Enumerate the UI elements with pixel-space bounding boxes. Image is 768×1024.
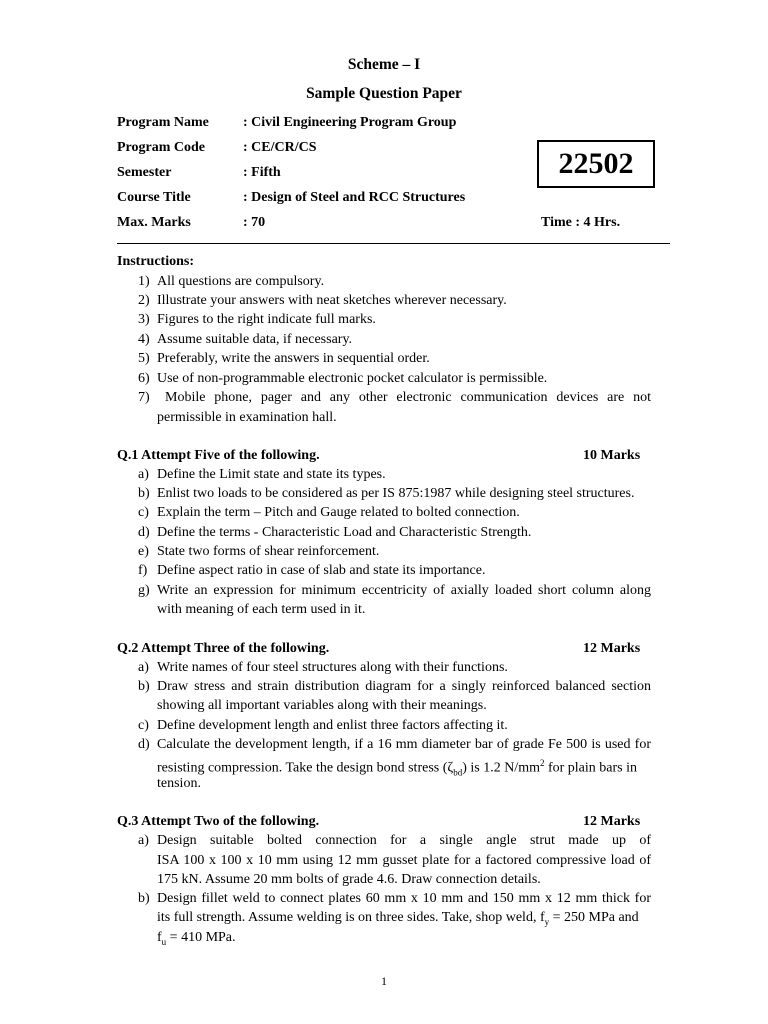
q2-title: Q.2 Attempt Three of the following. <box>117 641 330 656</box>
instruction-number: 1) <box>138 274 150 289</box>
question-text: Enlist two loads to be considered as per IS 875:1987 while designing steel structures. <box>157 486 635 501</box>
scheme-heading: Scheme – I <box>347 56 421 73</box>
question-text-cont: $f_u = 410$ MPa. <box>157 930 236 947</box>
question-label: b) <box>138 679 150 694</box>
semester-value: : Fifth <box>243 165 281 180</box>
program-code-label: Program Code <box>117 140 205 155</box>
question-label: d) <box>138 737 150 752</box>
semester-label: Semester <box>117 165 172 180</box>
question-text-cont: resisting compression. Take the design bond stress $(\zeta_{bd})$ is 1.2 $N/mm^2$ for plain bars in <box>157 758 637 778</box>
question-text: Define the Limit state and state its types. <box>157 467 386 482</box>
time-duration: Time : 4 Hrs. <box>541 215 621 230</box>
instruction-text: Figures to the right indicate full marks. <box>157 312 376 327</box>
question-text: Explain the term – Pitch and Gauge related to bolted connection. <box>157 505 520 520</box>
instruction-number: 6) <box>138 371 150 386</box>
instruction-number: 2) <box>138 293 150 308</box>
q1-marks: 10 Marks <box>583 448 641 463</box>
q2-marks: 12 Marks <box>583 641 641 656</box>
question-label: c) <box>138 718 149 733</box>
question-text: Design suitable bolted connection for a single angle strut made up of <box>157 833 651 848</box>
q3-marks: 12 Marks <box>583 814 641 829</box>
question-text-cont: 175 kN. Assume 20 mm bolts of grade 4.6. Draw connection details. <box>157 872 541 887</box>
question-text: Write names of four steel structures along with their functions. <box>157 660 508 675</box>
question-text: Define the terms - Characteristic Load and Characteristic Strength. <box>157 525 532 540</box>
instruction-text: Preferably, write the answers in sequential order. <box>157 351 430 366</box>
question-label: a) <box>138 660 149 675</box>
instruction-text: Illustrate your answers with neat sketches wherever necessary. <box>157 293 507 308</box>
instructions-heading: Instructions: <box>117 254 195 269</box>
question-label: a) <box>138 833 149 848</box>
q3-title: Q.3 Attempt Two of the following. <box>117 814 320 829</box>
q1-title: Q.1 Attempt Five of the following. <box>117 448 320 463</box>
course-code-box: 22502 <box>537 140 655 188</box>
instruction-text: All questions are compulsory. <box>157 274 325 289</box>
question-label: d) <box>138 525 150 540</box>
page-number: 1 <box>381 974 387 988</box>
question-text: Design fillet weld to connect plates 60 mm x 10 mm and 150 mm x 12 mm thick for <box>157 891 651 906</box>
program-name-value: : Civil Engineering Program Group <box>243 115 457 130</box>
instruction-text: Use of non-programmable electronic pocket calculator is permissible. <box>157 371 548 386</box>
question-label: e) <box>138 544 149 559</box>
question-text: Define aspect ratio in case of slab and state its importance. <box>157 563 486 578</box>
question-text-cont: ISA 100 x 100 x 10 mm using 12 mm gusset plate for a factored compressive load of <box>157 853 651 868</box>
question-text: Calculate the development length, if a 16 mm diameter bar of grade Fe 500 is used for <box>157 737 651 752</box>
program-code-value: : CE/CR/CS <box>243 140 317 155</box>
instruction-number: 7) <box>138 390 150 405</box>
max-marks-label: Max. Marks <box>117 215 191 230</box>
instruction-text: Mobile phone, pager and any other electronic communication devices are not <box>165 390 651 405</box>
question-label: g) <box>138 583 150 598</box>
paper-title: Sample Question Paper <box>306 85 462 102</box>
question-text-cont: tension. <box>157 776 201 791</box>
question-label: a) <box>138 467 149 482</box>
question-text-cont: with meaning of each term used in it. <box>157 602 366 617</box>
question-label: c) <box>138 505 149 520</box>
instruction-text: Assume suitable data, if necessary. <box>157 332 353 347</box>
question-label: f) <box>138 563 148 578</box>
question-text-cont: its full strength. Assume welding is on three sides. Take, shop weld, $f_y = 250$ MPa and <box>157 910 639 927</box>
course-title-label: Course Title <box>117 190 191 205</box>
program-name-label: Program Name <box>117 115 209 130</box>
question-text: Draw stress and strain distribution diagram for a singly reinforced balanced section <box>157 679 651 694</box>
question-label: b) <box>138 486 150 501</box>
question-label: b) <box>138 891 150 906</box>
header-divider <box>117 243 670 244</box>
instruction-number: 5) <box>138 351 150 366</box>
max-marks-value: : 70 <box>243 215 266 230</box>
instruction-number: 4) <box>138 332 150 347</box>
question-text-cont: showing all important variables along with their meanings. <box>157 698 487 713</box>
question-text: Define development length and enlist three factors affecting it. <box>157 718 508 733</box>
instruction-number: 3) <box>138 312 150 327</box>
instruction-text-cont: permissible in examination hall. <box>157 410 337 425</box>
question-text: State two forms of shear reinforcement. <box>157 544 380 559</box>
course-title-value: : Design of Steel and RCC Structures <box>243 190 466 205</box>
question-text: Write an expression for minimum eccentricity of axially loaded short column along <box>157 583 651 598</box>
